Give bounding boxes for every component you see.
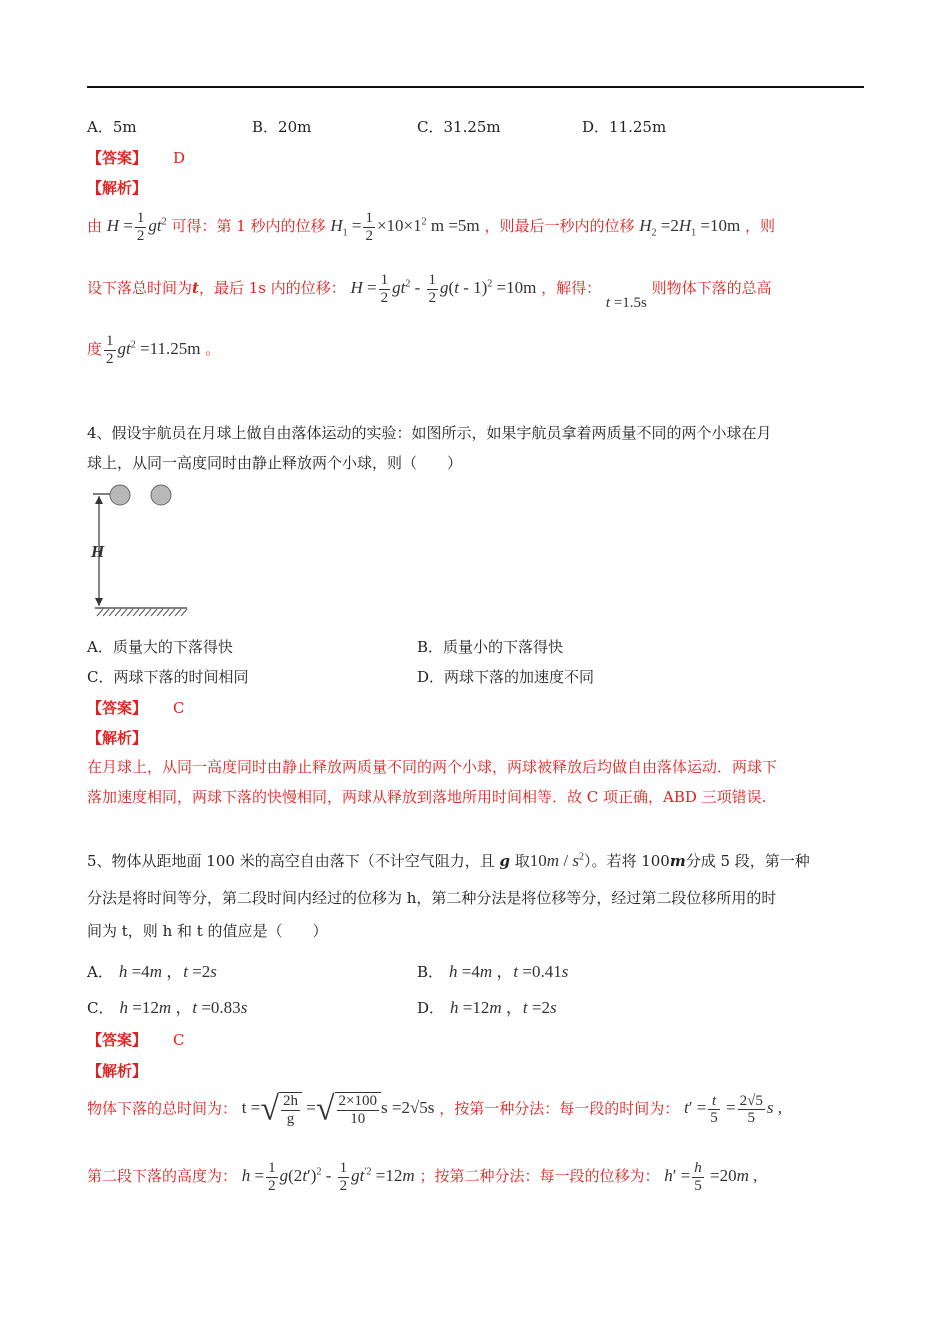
q4-option-d: D．两球下落的加速度不同 <box>417 668 595 686</box>
formula-total-time: t =√ $\frac{2h}{g}$ =√ $\frac{2\times 100}{10}$ s =2√5s <box>241 1090 435 1128</box>
height-label: H <box>91 542 105 561</box>
q5-solution-line1: 物体下落的总时间为： t =√ $\frac{2h}{g}$ =√ $\frac{2\times 100}{10}$ s =2√5s ，按第一种分法：每一段的时间为： t′ = $\frac{t}{5}$ = $\frac{2√5}{5}$ s , <box>87 1090 782 1128</box>
q5-stem-line2: 分法是将时间等分，第二段时间内经过的位移为 h，第二种分法是将位移等分，经过第二段位移所用的时 <box>87 889 777 907</box>
q4-analysis-line1: 在月球上，从同一高度同时由静止释放两质量不同的两个小球，两球被释放后均做自由落体运动．两球下 <box>87 758 778 776</box>
q3-solution-line3: 度 $\frac{1}{2}$ $gt^2 =11.25m$ 。 <box>87 333 221 367</box>
q5-solution-line2: 第二段下落的高度为： h = $\frac{1}{2}$ $g(2t')^2$ - $\frac{1}{2}$ $gt^{'2} =12m$ ；按第二种分法：每一段的位移为： h′ = $\frac{h}{5}$ =20m , <box>87 1160 758 1194</box>
q4-answer: 【答案】 C <box>87 699 185 717</box>
q5-option-c: C． h =12m ，t =0.83s <box>87 998 248 1017</box>
q5-option-a: A． h =4m ，t =2s <box>87 962 217 981</box>
formula-h-half-gt2: H = $\frac{1}{2}$ $gt^2$ <box>106 210 167 244</box>
q4-stem-line2: 球上，从同一高度同时由静止释放两个小球，则（ ） <box>87 454 463 472</box>
q4-analysis-label: 【解析】 <box>87 729 148 747</box>
q5-option-b: B． h =4m ，t =0.41s <box>417 962 569 981</box>
formula-last-second: H = $\frac{1}{2}$ $gt^2$ - $\frac{1}{2}$ g(t - 1)$^2$ =10m <box>350 272 537 306</box>
q3-solution-line2: 设下落总时间为t，最后 1s 内的位移： H = $\frac{1}{2}$ $gt^2$ - $\frac{1}{2}$ g(t - 1)$^2$ =10m ，解得： t =1.5s 则物体下落的总高 <box>87 272 772 311</box>
q4-analysis-line2: 落加速度相同，两球下落的快慢相同，两球从释放到落地所用时间相等．故 C 项正确，ABD 三项错误. <box>87 788 767 806</box>
q3-option-d: D．11.25m <box>582 118 667 136</box>
formula-total-height: $\frac{1}{2}$ $gt^2 =11.25m$ <box>106 333 201 367</box>
q3-option-b: B．20m <box>252 118 312 136</box>
formula-segment-time: t′ = $\frac{t}{5}$ = $\frac{2√5}{5}$ s , <box>684 1092 782 1126</box>
formula-segment-displacement: h′ = $\frac{h}{5}$ =20m , <box>664 1160 758 1194</box>
q5-answer: 【答案】 C <box>87 1031 185 1049</box>
header-rule <box>87 86 864 88</box>
q4-figure-two-balls <box>87 478 197 622</box>
formula-h1: $H_1$ = $\frac{1}{2}$ $\times 10\times 1^2$ m =5m <box>330 210 480 244</box>
q3-analysis-label: 【解析】 <box>87 179 148 197</box>
q3-option-a: A．5m <box>87 118 137 136</box>
q4-stem-line1: 4、假设宇航员在月球上做自由落体运动的实验：如图所示，如果宇航员拿着两质量不同的两个小球在月 <box>87 424 772 442</box>
q5-option-d: D． h =12m ，t =2s <box>417 998 557 1017</box>
q4-option-a: A．质量大的下落得快 <box>87 638 233 656</box>
q4-option-c: C．两球下落的时间相同 <box>87 668 249 686</box>
formula-second-segment-height: h = $\frac{1}{2}$ $g(2t')^2$ - $\frac{1}{2}$ $gt^{'2} =12m$ <box>241 1160 415 1194</box>
q5-analysis-label: 【解析】 <box>87 1062 148 1080</box>
q5-stem-line3: 间为 t，则 h 和 t 的值应是（ ） <box>87 922 328 940</box>
q3-answer: 【答案】 D <box>87 149 186 167</box>
formula-g-value: $10m / s^2$ <box>529 851 584 870</box>
q3-solution-line1: 由 H = $\frac{1}{2}$ $gt^2$ 可得：第 1 秒内的位移 $H_1$ = $\frac{1}{2}$ $\times 10\times 1^2$ m =5m ，则最后一秒内的位移 $H_2 =2H_1 =10m$ ，则 <box>87 210 776 244</box>
q4-option-b: B．质量小的下落得快 <box>417 638 564 656</box>
q3-option-c: C．31.25m <box>417 118 501 136</box>
formula-h2: $H_2 =2H_1 =10m$ <box>639 215 741 239</box>
q5-stem-line1: 5、物体从距地面 100 米的高空自由落下（不计空气阻力，且 g 取$10m / s^2$）。若将 100m分成 5 段，第一种 <box>87 851 810 870</box>
formula-t-value: t =1.5s <box>605 294 647 311</box>
